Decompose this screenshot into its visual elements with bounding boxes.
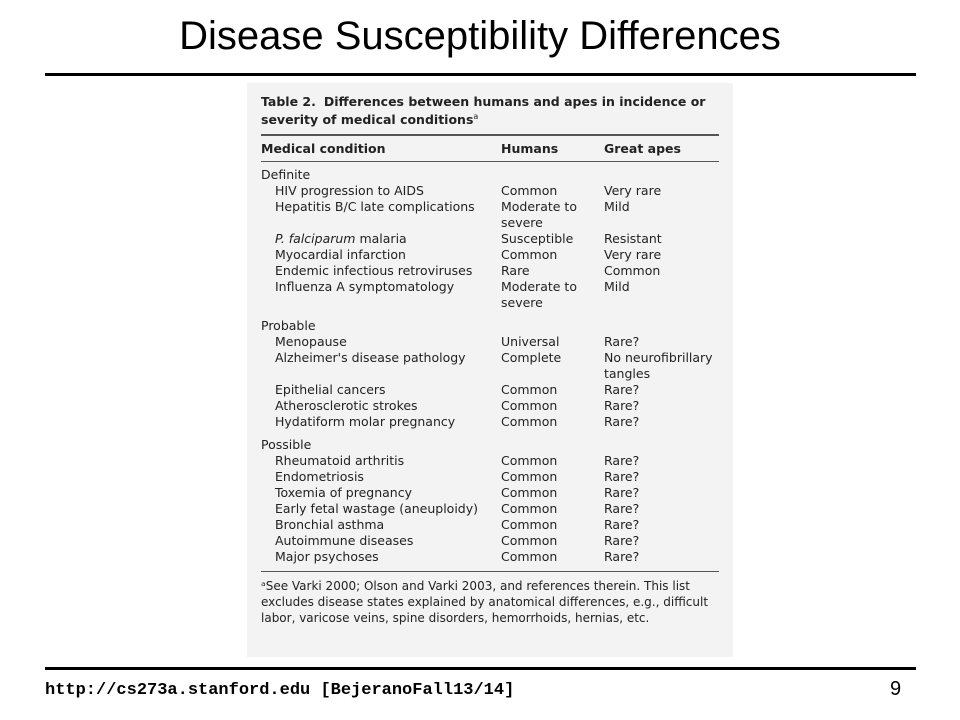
table-row (261, 334, 719, 350)
cell-condition: Hepatitis B/C late complications (275, 198, 475, 214)
cell-condition: Atherosclerotic strokes (275, 397, 418, 413)
table-row (261, 501, 719, 517)
table-row (261, 398, 719, 414)
cell-apes: Common (604, 262, 661, 278)
cell-apes: Rare? (604, 484, 640, 500)
cell-humans: Common (501, 500, 558, 516)
cell-condition: Endemic infectious retroviruses (275, 262, 473, 278)
section-title: Possible (261, 436, 312, 452)
cell-apes: Rare? (604, 452, 640, 468)
cell-apes: Rare? (604, 532, 640, 548)
cell-condition: Myocardial infarction (275, 246, 406, 262)
table-row (261, 199, 719, 231)
cell-humans: Common (501, 182, 558, 198)
table-row (261, 453, 719, 469)
table-row (261, 263, 719, 279)
cell-apes: Rare? (604, 468, 640, 484)
section-title: Probable (261, 317, 316, 333)
table-bottom-rule (261, 571, 719, 573)
cell-humans: Universal (501, 333, 560, 349)
cell-humans: Common (501, 246, 558, 262)
column-header-apes: Great apes (604, 140, 681, 156)
table-row (261, 350, 719, 382)
table-row (261, 414, 719, 430)
cell-apes: Rare? (604, 516, 640, 532)
cell-condition: HIV progression to AIDS (275, 182, 424, 198)
cell-humans: Moderate to severe (501, 198, 577, 230)
cell-humans: Common (501, 413, 558, 429)
cell-condition-text: malaria (355, 230, 407, 246)
cell-apes: Very rare (604, 246, 662, 262)
cell-humans: Common (501, 452, 558, 468)
cell-condition: Toxemia of pregnancy (275, 484, 412, 500)
table-header-row (261, 136, 719, 161)
cell-condition: Alzheimer's disease pathology (275, 349, 466, 365)
slide-title: Disease Susceptibility Differences (179, 14, 781, 58)
cell-apes: Rare? (604, 397, 640, 413)
cell-condition (261, 231, 501, 247)
table-caption-marker: a (473, 112, 479, 121)
column-header-humans: Humans (501, 140, 559, 156)
cell-condition: Bronchial asthma (275, 516, 385, 532)
cell-humans: Complete (501, 349, 562, 365)
table-figure (247, 83, 733, 657)
table-row (261, 485, 719, 501)
table-row (261, 382, 719, 398)
cell-condition: Endometriosis (275, 468, 364, 484)
cell-condition: Rheumatoid arthritis (275, 452, 405, 468)
cell-apes: Rare? (604, 500, 640, 516)
table-row (261, 469, 719, 485)
cell-humans: Common (501, 548, 558, 564)
cell-condition: Influenza A symptomatology (275, 278, 455, 294)
cell-apes: Rare? (604, 413, 640, 429)
footer-url: http://cs273a.stanford.edu [BejeranoFall13/14] (45, 681, 515, 700)
column-header-condition: Medical condition (261, 140, 386, 156)
table-row (261, 533, 719, 549)
table-footnote: ᵃSee Varki 2000; Olson and Varki 2003, and references therein. This list excludes disease states explained by anatomical differences, e.g., difficult labor, varicose veins, spine disorders, hemorrhoids, hernias, etc. (261, 579, 709, 626)
cell-apes: Rare? (604, 381, 640, 397)
cell-condition-italic: P. falciparum (275, 230, 356, 246)
cell-humans: Moderate to severe (501, 278, 577, 310)
cell-humans: Common (501, 381, 558, 397)
table-caption (261, 94, 719, 127)
table-caption-text: Differences between humans and apes in incidence or severity of medical conditions (261, 94, 706, 128)
cell-condition: Major psychoses (275, 548, 379, 564)
cell-apes: Resistant (604, 230, 662, 246)
cell-condition: Autoimmune diseases (275, 532, 414, 548)
cell-humans: Common (501, 516, 558, 532)
cell-humans: Common (501, 532, 558, 548)
cell-humans: Rare (501, 262, 530, 278)
section-title: Definite (261, 166, 311, 182)
table-row (261, 549, 719, 565)
cell-apes: Mild (604, 278, 630, 294)
table-label: Table 2. (261, 94, 316, 109)
table-row (261, 517, 719, 533)
cell-condition: Early fetal wastage (aneuploidy) (275, 500, 479, 516)
cell-apes: Rare? (604, 548, 640, 564)
cell-humans: Common (501, 397, 558, 413)
table-row (261, 183, 719, 199)
cell-condition: Hydatiform molar pregnancy (275, 413, 456, 429)
cell-apes: Very rare (604, 182, 662, 198)
cell-condition: Epithelial cancers (275, 381, 386, 397)
page-number: 9 (890, 678, 902, 700)
cell-humans: Susceptible (501, 230, 574, 246)
footer-divider (45, 667, 916, 670)
cell-humans: Common (501, 484, 558, 500)
cell-apes: No neurofibrillary tangles (604, 349, 713, 381)
cell-apes: Rare? (604, 333, 640, 349)
cell-humans: Common (501, 468, 558, 484)
cell-apes: Mild (604, 198, 630, 214)
table-row (261, 279, 719, 311)
cell-condition: Menopause (275, 333, 347, 349)
table-body (261, 162, 719, 565)
title-divider (45, 73, 916, 76)
table-row (261, 231, 719, 247)
table-row (261, 247, 719, 263)
